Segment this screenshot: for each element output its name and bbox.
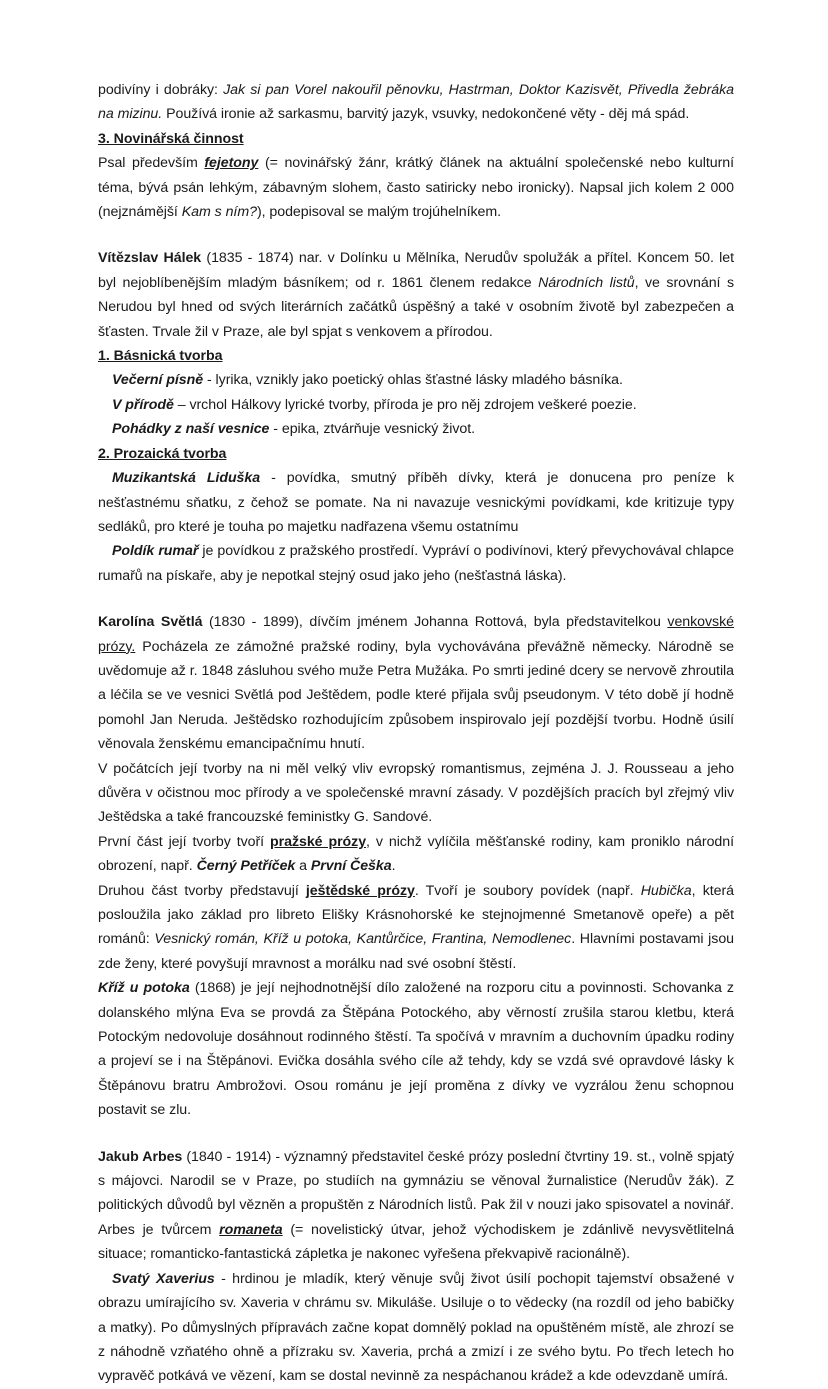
body-paragraph [98, 368, 734, 392]
body-paragraph [98, 466, 734, 539]
text-run: Pocházela ze zámožné pražské rodiny, byla vychovávána převážně německy. Národně se uvědomuje až r. 1848 zásluhou svého muže Petra Mužáka. Po smrti jediné dcery se nervově zhroutila a léčila se ve vesnici Světlá pod Ještědem, podle které přijala svůj pseudonym. V této době jí hodně pomohl Jan Neruda. Ještědsko rozhodujícím způsobem inspirovalo její pozdější tvorbu. Hodně úsilí věnovala ženskému emancipačnímu hnutí. [98, 638, 734, 753]
text-run: Vesnický román, Kříž u potoka, Kantůrčice, Frantina, Nemodlenec [154, 931, 572, 948]
text-run: Vítězslav Hálek [98, 250, 202, 267]
text-run: V přírodě [112, 396, 174, 413]
text-run: pražské prózy [270, 833, 367, 850]
text-run: Jak si pan Vorel nakouřil pěnovku, Hastrman, Doktor Kazisvět, Přivedla žebráka na mizinu. [98, 82, 734, 123]
section-heading: 3. Novinářská činnost [98, 130, 244, 147]
text-run: podivíny i dobráky: [98, 82, 224, 98]
text-run: Kam s ním? [181, 204, 257, 221]
text-run: , v nichž vylíčila měšťanské rodiny, kam proniklo národní obrození, např. [98, 833, 734, 875]
section-spacer [98, 1123, 734, 1145]
text-run: (1830 - 1899), dívčím jménem Johanna Rottová, byla představitelkou [202, 614, 668, 631]
text-run: . Hlavními postavami jsou zde ženy, které povyšují mravnost a morálku nad své osobní štěstí. [98, 931, 735, 972]
text-run: - hrdinou je mladík, který věnuje svůj život úsilí pochopit tajemství obsažené v obrazu umírajícího sv. Xaveria v chrámu sv. Mikuláše. Usiluje o to vědecky (na rozdíl od jeho babičky a matky). Po důmyslných přípravách začne kopat domnělý poklad na opuštěném místě, ale zhrozí se z náhodně vzňatého ohně a přízraku sv. Xaveria, prchá a zmizí i ze svého bytu. Po třech letech ho vypravěč potkává ve vězení, kam se dostal nevinně za nespáchanou krádež a kde odevzdaně umírá. [98, 1270, 734, 1385]
text-run: Hubička [640, 882, 692, 899]
body-paragraph [98, 539, 734, 588]
document-text-body [98, 78, 734, 1389]
text-run: V počátcích její tvorby na ni měl velký vliv evropský romantismus, zejména J. J. Rousseau a jeho důvěra v očistnou moc přírody a ve společenské mravní zásady. V pozdějších pracích byl zřejmý vliv Ještědska a také francouzské feministky G. Sandové. [98, 760, 734, 826]
text-run: (1868) je její nejhodnotnější dílo založené na rozporu citu a povinnosti. Schovanka z dolanského mlýna Eva se provdá za Štěpána Potockého, aby věrností zrušila starou kletbu, která Potockým nedovoluje dosáhnout rodinného štěstí. Ta spočívá v mravním a duchovním úpadku rodiny a projeví se i na Štěpánovi. Evička dosáhla svého cíle až tehdy, kdy se vzdá své opravdové lásky k Štěpánovu bratru Ambrožovi. Osou románu je její proměna z dívky ve vyzrálou ženu schopnou postavit se zlu. [98, 980, 734, 1119]
text-run: venkovské prózy. [98, 614, 734, 655]
body-paragraph [98, 976, 734, 1122]
body-paragraph [98, 830, 734, 879]
text-run: - lyrika, vznikly jako poetický ohlas šťastné lásky mladého básníka. [203, 372, 623, 389]
text-run: . [391, 858, 396, 875]
document-section [98, 246, 734, 588]
text-run: Druhou část tvorby představují [98, 882, 306, 899]
body-paragraph [98, 393, 734, 417]
text-run: Poldík rumař [112, 543, 199, 560]
text-run: a [295, 858, 311, 875]
body-paragraph [98, 78, 734, 127]
text-run: Psal především [98, 155, 205, 172]
section-heading: 2. Prozaická tvorba [98, 445, 227, 462]
text-run: Večerní písně [112, 372, 204, 389]
text-run: Jakub Arbes [98, 1148, 183, 1165]
document-section [98, 610, 734, 1123]
text-run: - povídka, smutný příběh dívky, která je donucena pro peníze k nešťastnému sňatku, z čehož se pomate. Na ni navazuje vesnickými povídkami, kde kritizuje typy sedláků, pro které je touha po majetku nadřazena všemu ostatnímu [98, 470, 734, 535]
body-paragraph [98, 417, 734, 441]
document-section [98, 78, 734, 224]
text-run: První část její tvorby tvoří [98, 833, 271, 850]
text-run: . Tvoří je soubory povídek (např. [414, 882, 641, 899]
text-run: (1835 - 1874) nar. v Dolínku u Mělníka, Nerudův spolužák a přítel. Koncem 50. let byl nejoblíbenějším mladým básníkem; od r. 1861 členem redakce [98, 250, 734, 291]
text-run: Černý Petříček [196, 858, 296, 875]
body-paragraph [98, 1145, 734, 1267]
text-run: Používá ironie až sarkasmu, barvitý jazyk, vsuvky, nedokončené věty - děj má spád. [162, 106, 690, 123]
text-run: , která posloužila jako základ pro libreto Elišky Krásnohorské ke stejnojmenné Smetanově opeře) a pět románů: [98, 882, 734, 948]
section-spacer [98, 588, 734, 610]
body-paragraph [98, 610, 734, 756]
section-heading: 1. Básnická tvorba [98, 348, 223, 365]
body-paragraph [98, 246, 734, 344]
text-run: , ve srovnání s Nerudou byl hned od svých literárních začátků úspěšný a také v osobním životě byl zabezpečen a šťasten. Trvale žil v Praze, ale byl spjat s venkovem a přírodou. [98, 274, 734, 340]
text-run: Národních listů [538, 274, 635, 291]
text-run: je povídkou z pražského prostředí. Vypráví o podivínovi, který převychovával chlapce rumařů na pískaře, aby je nepotkal stejný osud jako jeho (nešťastná láska). [98, 543, 734, 584]
text-run: – vrchol Hálkovy lyrické tvorby, příroda je pro něj zdrojem veškeré poezie. [173, 396, 637, 413]
text-run: fejetony [204, 155, 259, 172]
text-run: Pohádky z naší vesnice [112, 421, 270, 438]
section-spacer [98, 224, 734, 246]
text-run: Kříž u potoka [98, 980, 190, 997]
text-run: První Češka [310, 858, 392, 875]
text-run: (1840 - 1914) - významný představitel české prózy poslední čtvrtiny 19. st., volně spjatý s májovci. Narodil se v Praze, po studiích na gymnáziu se věnoval žurnalistice (Nerudův žák). Z politických důvodů byl vězněn a propuštěn z Národních listů. Pak žil v nouzi jako spisovatel a novinář. Arbes je tvůrcem [98, 1148, 734, 1238]
text-run: Karolína Světlá [98, 614, 203, 631]
text-run: (= novinářský žánr, krátký článek na aktuální společenské nebo kulturní téma, bývá psán lehkým, zábavným slohem, často satiricky nebo ironicky). Napsal jich kolem 2 000 (nejznámější [98, 155, 734, 221]
text-run: Muzikantská Liduška [112, 470, 261, 487]
text-run: Svatý Xaverius [112, 1270, 215, 1287]
text-run: ), podepisoval se malým trojúhelníkem. [256, 204, 502, 221]
text-run: ještědské prózy [305, 882, 415, 899]
body-paragraph [98, 879, 734, 977]
text-run: - epika, ztvárňuje vesnický život. [269, 421, 476, 438]
body-paragraph [98, 1267, 734, 1389]
body-paragraph [98, 757, 734, 830]
text-run: (= novelistický útvar, jehož východiskem je zdánlivě nevysvětlitelná situace; romanticko-fantastická zápletka je nakonec vyřešena překvapivě racionálně). [98, 1221, 734, 1263]
text-run: romaneta [219, 1221, 283, 1238]
document-section [98, 1145, 734, 1389]
body-paragraph [98, 151, 734, 224]
